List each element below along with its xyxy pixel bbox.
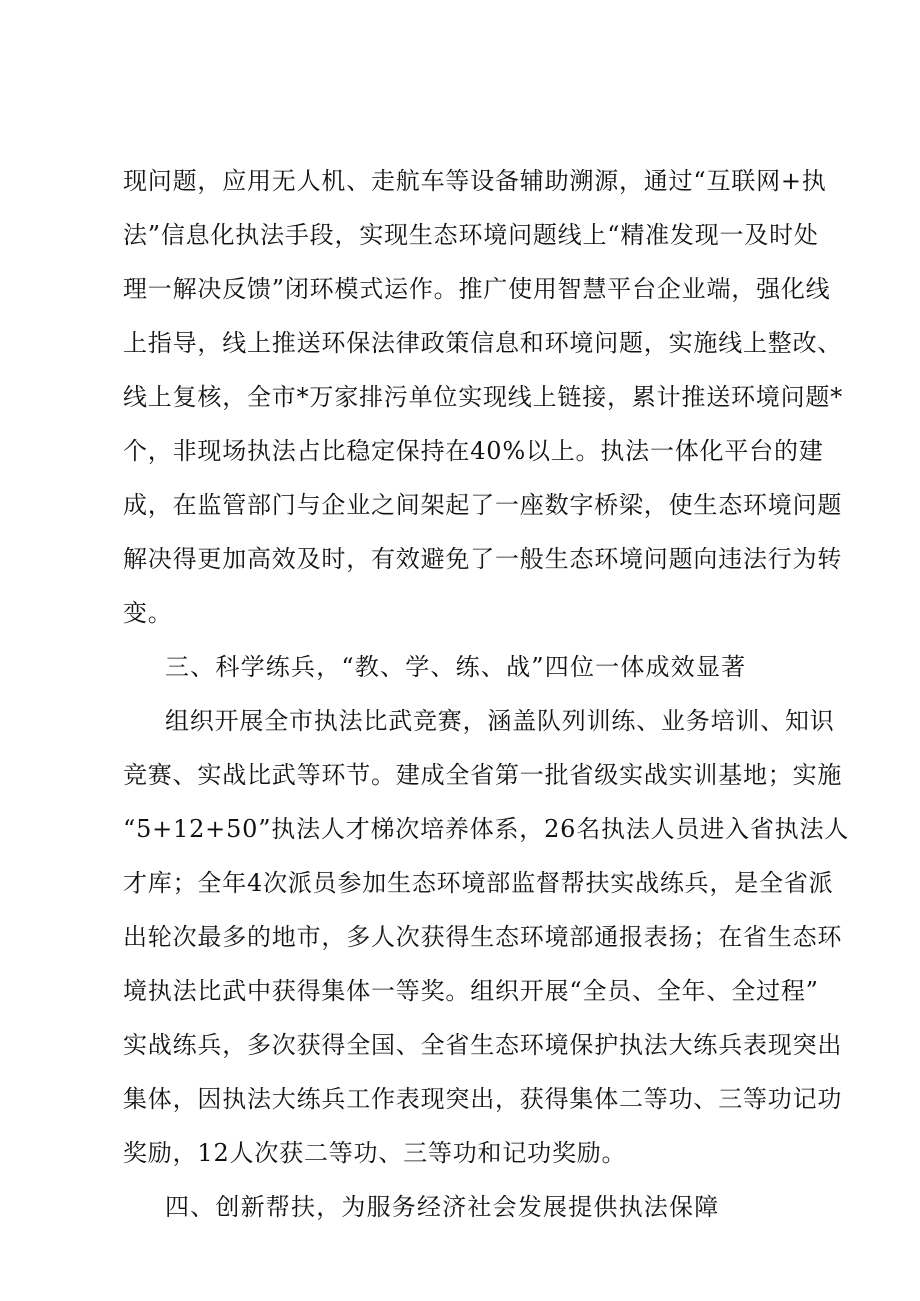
paragraph-line: 才库；全年4次派员参加生态环境部监督帮扶实战练兵，是全省派 (123, 869, 834, 897)
section-heading: 四、创新帮扶，为服务经济社会发展提供执法保障 (165, 1193, 720, 1221)
paragraph-line: 现问题，应用无人机、走航车等设备辅助溯源，通过“互联网+执 (123, 167, 827, 195)
paragraph-line: 境执法比武中获得集体一等奖。组织开展“全员、全年、全过程” (123, 977, 819, 1005)
paragraph-line: 组织开展全市执法比武竞赛，涵盖队列训练、业务培训、知识 (165, 707, 835, 735)
paragraph-line: 奖励，12人次获二等功、三等功和记功奖励。 (123, 1139, 627, 1167)
paragraph-line: 集体，因执法大练兵工作表现突出，获得集体二等功、三等功记功 (123, 1085, 843, 1113)
paragraph-line: 线上复核，全市*万家排污单位实现线上链接，累计推送环境问题* (123, 383, 843, 411)
paragraph-line: 解决得更加高效及时，有效避免了一般生态环境问题向违法行为转 (123, 545, 843, 573)
paragraph-line: 实战练兵，多次获得全国、全省生态环境保护执法大练兵表现突出 (123, 1031, 843, 1059)
paragraph-line: 理一解决反馈”闭环模式运作。推广使用智慧平台企业端，强化线 (123, 275, 831, 303)
paragraph-line: 上指导，线上推送环保法律政策信息和环境问题，实施线上整改、 (123, 329, 843, 357)
document-body (123, 154, 850, 1234)
paragraph-line: 出轮次最多的地市，多人次获得生态环境部通报表扬；在省生态环 (123, 923, 843, 951)
paragraph-line: 变。 (123, 599, 173, 627)
paragraph-line: 个，非现场执法占比稳定保持在40%以上。执法一体化平台的建 (123, 437, 824, 465)
paragraph-line: 法”信息化执法手段，实现生态环境问题线上“精准发现一及时处 (123, 221, 819, 249)
section-heading: 三、科学练兵，“教、学、练、战”四位一体成效显著 (165, 653, 747, 681)
paragraph-line: 竞赛、实战比武等环节。建成全省第一批省级实战实训基地；实施 (123, 761, 843, 789)
paragraph-line: 成，在监管部门与企业之间架起了一座数字桥梁，使生态环境问题 (123, 491, 843, 519)
paragraph-line: “5+12+50”执法人才梯次培养体系，26名执法人员进入省执法人 (123, 815, 850, 843)
